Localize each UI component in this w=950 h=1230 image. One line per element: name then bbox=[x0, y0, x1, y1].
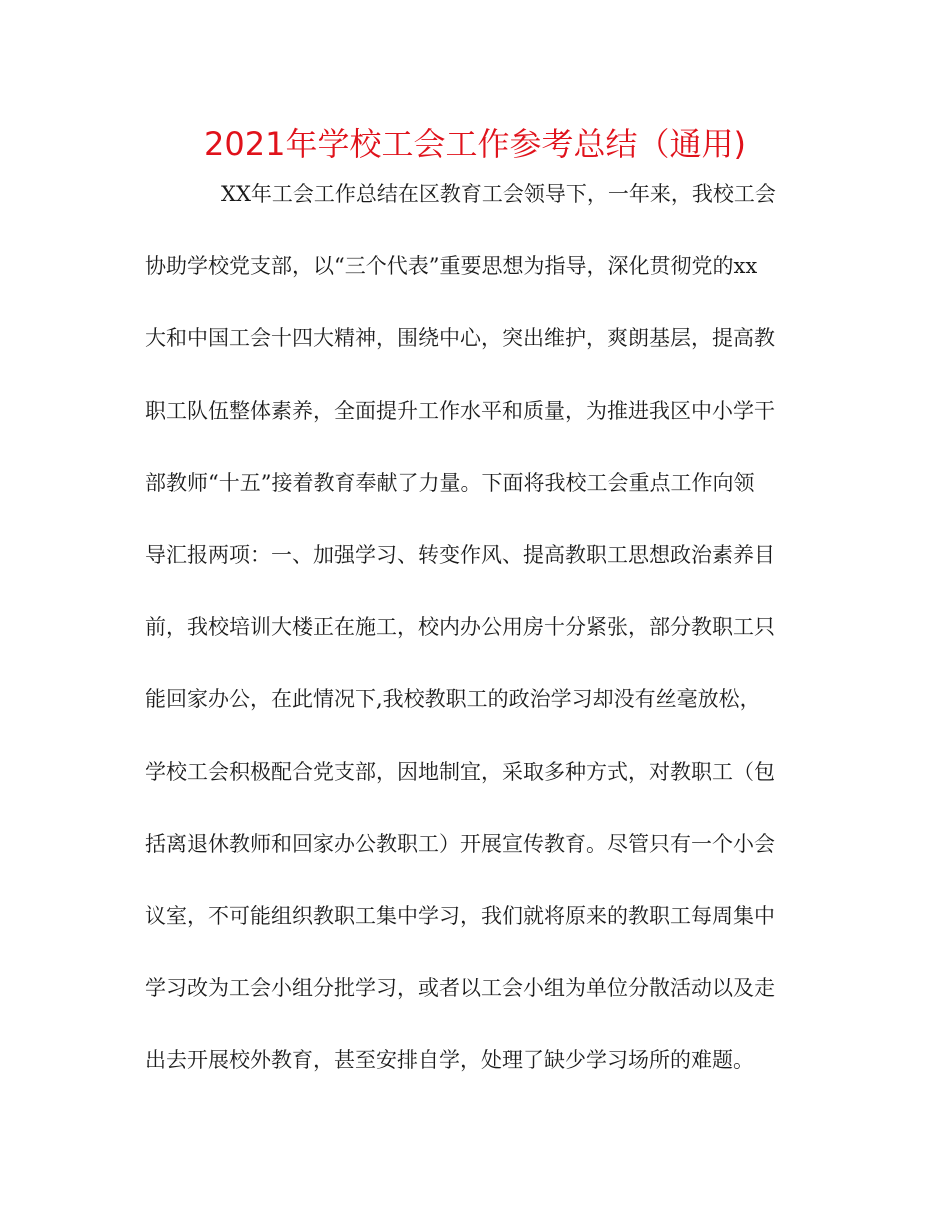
paragraph-line: 议室，不可能组织教职工集中学习，我们就将原来的教职工每周集中 bbox=[145, 903, 775, 928]
document-body bbox=[145, 170, 805, 1108]
paragraph-line: 学习改为工会小组分批学习，或者以工会小组为单位分散活动以及走 bbox=[145, 976, 775, 1001]
paragraph-line: 学校工会积极配合党支部，因地制宜，采取多种方式，对教职工（包 bbox=[145, 759, 775, 784]
paragraph-line: 能回家办公，在此情况下,我校教职工的政治学习却没有丝毫放松， bbox=[145, 687, 761, 712]
document-title: 2021年学校工会工作参考总结（通用) bbox=[204, 125, 746, 163]
paragraph-line: 导汇报两项：一、加强学习、转变作风、提高教职工思想政治素养目 bbox=[145, 542, 775, 567]
paragraph-line: 前，我校培训大楼正在施工，校内办公用房十分紧张，部分教职工只 bbox=[145, 615, 775, 640]
paragraph-line: 大和中国工会十四大精神，围绕中心，突出维护，爽朗基层，提高教 bbox=[145, 326, 775, 351]
paragraph-line: 协助学校党支部，以“三个代表”重要思想为指导，深化贯彻党的xx bbox=[145, 254, 758, 279]
paragraph-line: 职工队伍整体素养，全面提升工作水平和质量，为推进我区中小学干 bbox=[145, 398, 775, 423]
paragraph-line: XX年工会工作总结在区教育工会领导下，一年来，我校工会 bbox=[221, 182, 776, 206]
paragraph-line: 部教师“十五”接着教育奉献了力量。下面将我校工会重点工作向领 bbox=[145, 470, 755, 495]
paragraph-line: 括离退休教师和回家办公教职工）开展宣传教育。尽管只有一个小会 bbox=[145, 831, 775, 856]
paragraph-line: 出去开展校外教育，甚至安排自学，处理了缺少学习场所的难题。 bbox=[145, 1048, 754, 1073]
